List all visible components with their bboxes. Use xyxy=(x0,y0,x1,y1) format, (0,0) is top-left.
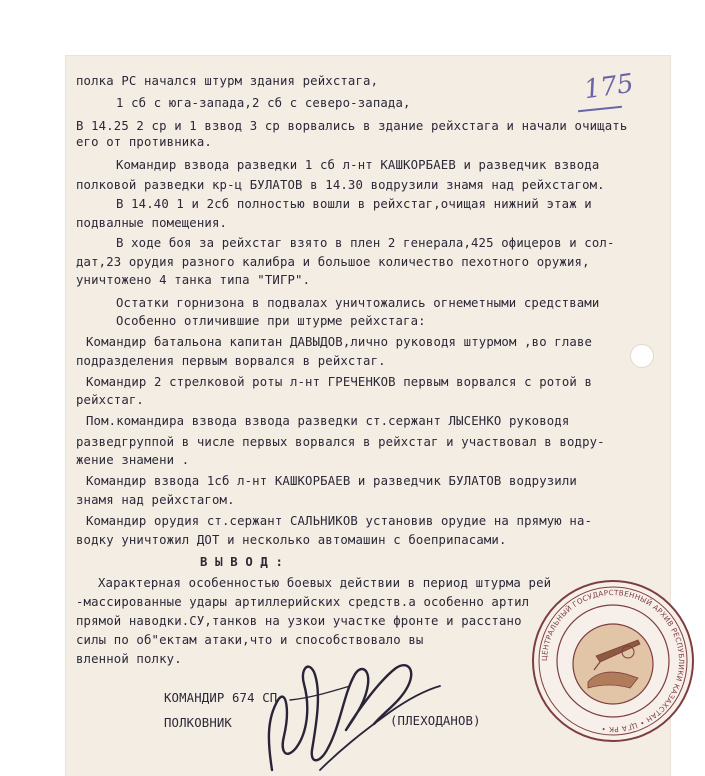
text-line: уничтожено 4 танка типа "ТИГР". xyxy=(76,273,311,287)
svg-text:ЦЕНТРАЛЬНЫЙ ГОСУДАРСТВЕННЫЙ АР: ЦЕНТРАЛЬНЫЙ ГОСУДАРСТВЕННЫЙ АРХИВ РЕСПУБЛИКИ КАЗАХСТАН • ЦГА РК • xyxy=(539,587,687,735)
text-line: силы по об"ектам атаки,что и способствовало вы xyxy=(76,633,424,647)
text-line: прямой наводки.СУ,танков на узкои участке фронте и расстано xyxy=(76,614,522,628)
text-line: Пом.командира взвода взвода разведки ст.сержант ЛЫСЕНКО руководя xyxy=(86,414,570,428)
text-line: разведгруппой в числе первых ворвался в рейхстаг и участвовал в водру- xyxy=(76,435,605,449)
text-line: его от противника. xyxy=(76,135,212,149)
text-line: 1 сб с юга-запада,2 сб с северо-запада, xyxy=(116,96,411,110)
text-line: Командир батальона капитан ДАВЫДОВ,лично руководя штурмом ,во главе xyxy=(86,335,593,349)
text-line: Командир взвода разведки 1 сб л-нт КАШКОРБАЕВ и разведчик взвода xyxy=(116,158,600,172)
text-line: -массированные удары артиллерийских средств.а особенно артил xyxy=(76,595,530,609)
text-line: Командир взвода 1сб л-нт КАШКОРБАЕВ и разведчик БУЛАТОВ водрузили xyxy=(86,474,577,488)
text-line: Характерная особенностью боевых действии в период штурма рей xyxy=(98,576,552,590)
text-line: В 14.40 1 и 2сб полностью вошли в рейхстаг,очищая нижний этаж и xyxy=(116,197,592,211)
text-line: водку уничтожил ДОТ и несколько автомашин с боеприпасами. xyxy=(76,533,507,547)
handwritten-signature xyxy=(250,640,450,776)
text-line: полка РС начался штурм здания рейхстага, xyxy=(76,74,379,88)
text-line: В 14.25 2 ср и 1 взвод 3 ср ворвались в здание рейхстага и начали очищать xyxy=(76,119,628,133)
text-line: Командир 2 стрелковой роты л-нт ГРЕЧЕНКОВ первым ворвался с ротой в xyxy=(86,375,593,389)
text-line: дат,23 орудия разного калибра и большое количество пехотного оружия, xyxy=(76,255,590,269)
text-line: подвалные помещения. xyxy=(76,216,228,230)
text-line: жение знамени . xyxy=(76,453,190,467)
punch-hole xyxy=(630,344,654,368)
text-line: Командир орудия ст.сержант САЛЬНИКОВ установив орудие на прямую на- xyxy=(86,514,593,528)
text-line: В ходе боя за рейхстаг взято в плен 2 генерала,425 офицеров и сол- xyxy=(116,236,615,250)
signatory-name: (ПЛЕХОДАНОВ) xyxy=(390,714,481,728)
text-line: подразделения первым ворвался в рейхстаг. xyxy=(76,354,386,368)
text-line: полковой разведки кр-ц БУЛАТОВ в 14.30 водрузили знамя над рейхстагом. xyxy=(76,178,605,192)
text-line: рейхстаг. xyxy=(76,393,144,407)
signatory-title: КОМАНДИР 674 СП xyxy=(164,691,278,705)
text-line: вленной полку. xyxy=(76,652,182,666)
text-line: знамя над рейхстагом. xyxy=(76,493,235,507)
handwritten-page-number: 175 xyxy=(582,68,636,106)
text-line: Особенно отличившие при штурме рейхстага: xyxy=(116,314,426,328)
signatory-rank: ПОЛКОВНИК xyxy=(164,716,232,730)
text-line: Остатки горнизона в подвалах уничтожались огнеметными средствами xyxy=(116,296,600,310)
conclusion-heading: В Ы В О Д : xyxy=(200,555,284,569)
archive-seal-stamp xyxy=(530,578,696,744)
